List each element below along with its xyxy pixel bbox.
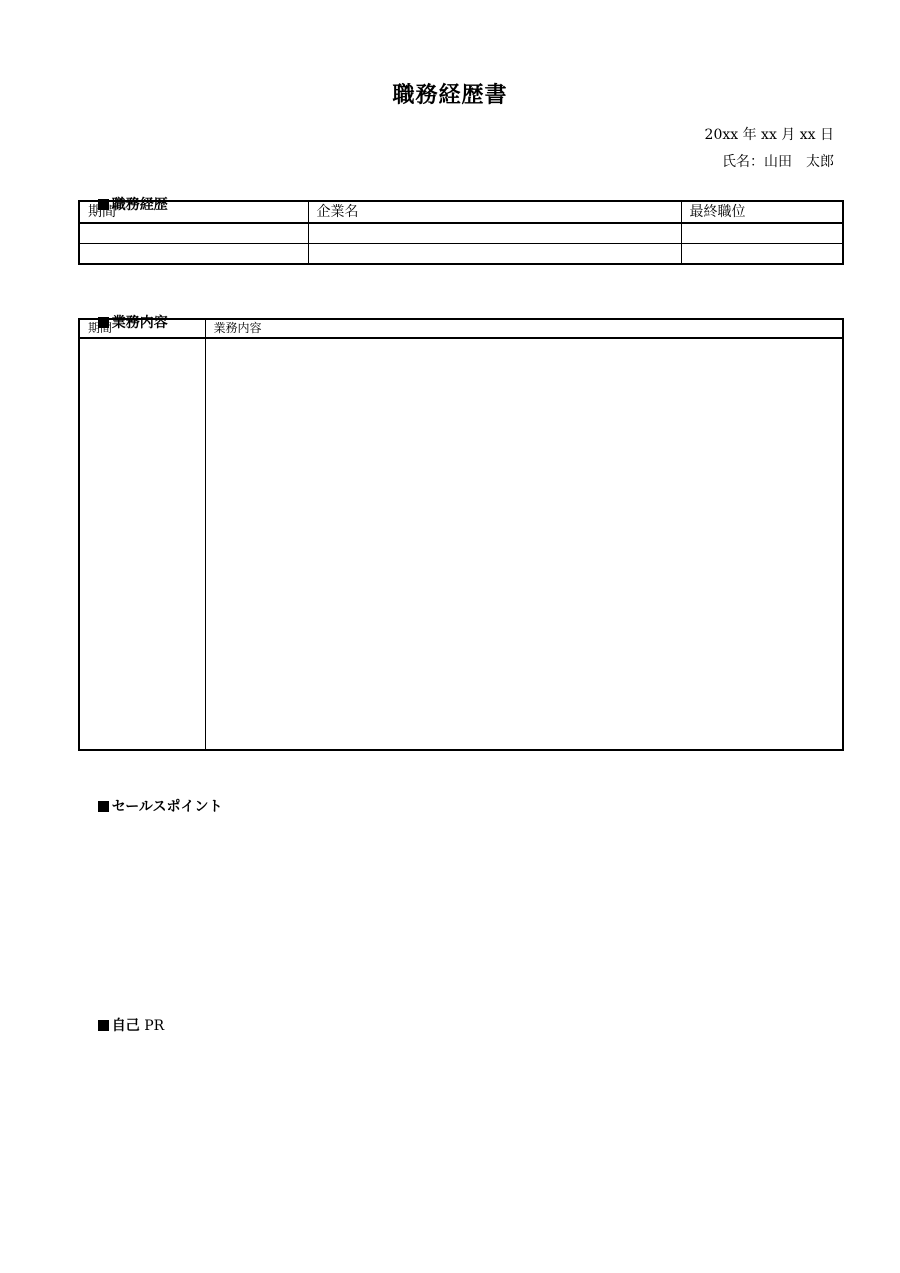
- work-col-details: 業務内容: [205, 319, 843, 338]
- career-cell-period[interactable]: [79, 244, 308, 265]
- career-cell-final-position[interactable]: [681, 244, 843, 265]
- document-title: 職務経歴書: [392, 83, 508, 108]
- career-col-period: 期間: [79, 201, 308, 223]
- document-date: 20xx 年 xx 月 xx 日: [704, 127, 834, 143]
- career-cell-company[interactable]: [308, 244, 681, 265]
- section-heading-self-pr: [88, 999, 164, 1035]
- table-row: [79, 223, 843, 244]
- applicant-name: 氏名：山田 太郎: [722, 154, 834, 170]
- work-cell-period[interactable]: [79, 338, 205, 750]
- black-square-icon: [98, 1020, 109, 1031]
- career-history-table: [78, 200, 844, 265]
- section-heading-self-pr-label-jp: 自己: [111, 1018, 140, 1034]
- work-col-period: 期間: [79, 319, 205, 338]
- career-cell-final-position[interactable]: [681, 223, 843, 244]
- table-row: [79, 338, 843, 750]
- section-heading-career-label: 職務経歴: [111, 197, 168, 213]
- section-heading-sales-point: [88, 780, 223, 816]
- career-col-company: 企業名: [308, 201, 681, 223]
- section-heading-work-label: 業務内容: [111, 315, 168, 331]
- career-cell-company[interactable]: [308, 223, 681, 244]
- section-heading-self-pr-label-en: PR: [139, 1018, 165, 1034]
- work-table-header-row: [79, 319, 843, 338]
- work-cell-details[interactable]: [205, 338, 843, 750]
- career-table-header-row: [79, 201, 843, 223]
- career-cell-period[interactable]: [79, 223, 308, 244]
- black-square-icon: [98, 801, 109, 812]
- table-row: [79, 244, 843, 265]
- work-details-table: [78, 318, 844, 751]
- section-heading-sales-point-label: セールスポイント: [111, 799, 223, 815]
- career-col-final-position: 最終職位: [681, 201, 843, 223]
